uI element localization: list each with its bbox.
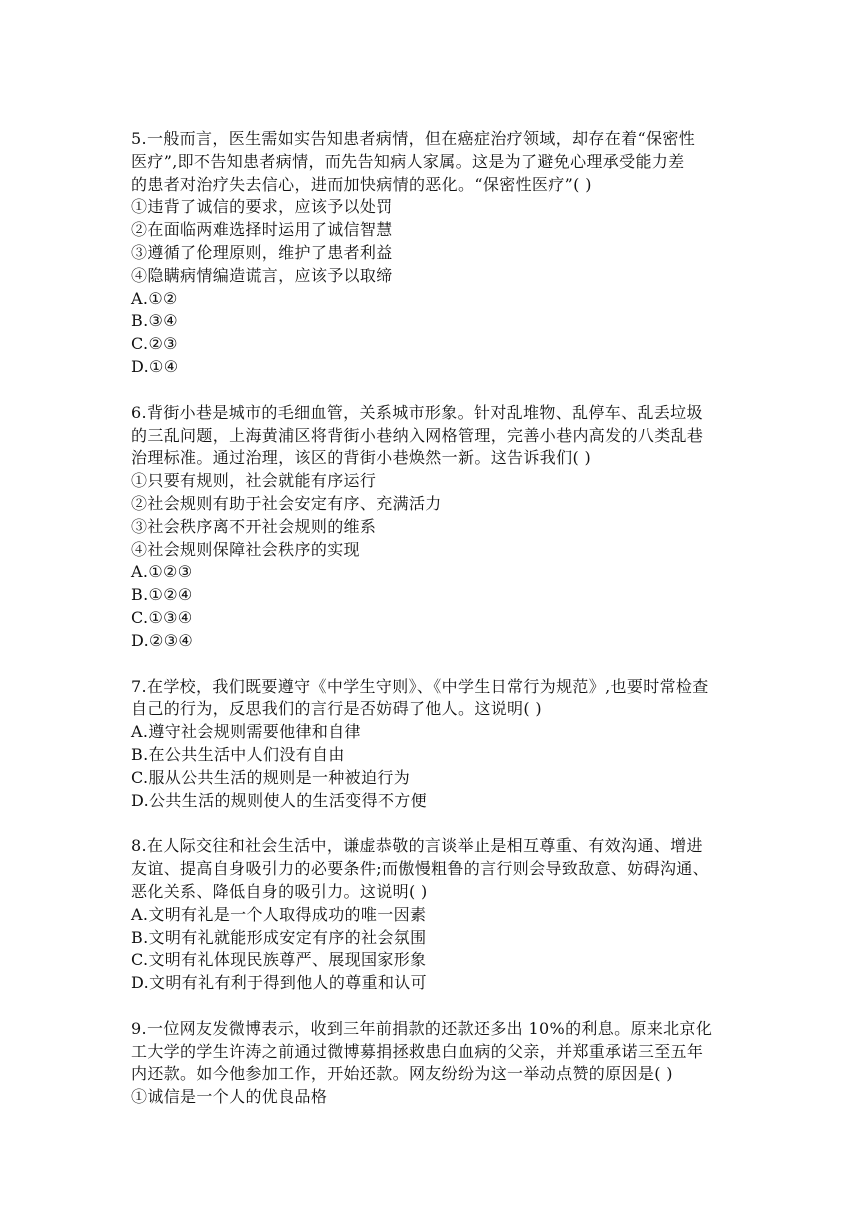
answer-option: B.文明有礼就能形成安定有序的社会氛围 bbox=[131, 927, 427, 947]
question-stem-line: 7.在学校，我们既要遵守《中学生守则》、《中学生日常行为规范》,也要时常检查 bbox=[131, 676, 709, 696]
answer-option: D.①④ bbox=[131, 356, 179, 376]
statement-item: ③遵循了伦理原则，维护了患者利益 bbox=[131, 242, 393, 262]
question-stem-line: 的三乱问题，上海黄浦区将背街小巷纳入网格管理，完善小巷内高发的八类乱巷 bbox=[131, 425, 704, 445]
question-8 bbox=[131, 835, 741, 995]
question-stem-line: 的患者对治疗失去信心，进而加快病情的恶化。“保密性医疗”( ) bbox=[131, 174, 592, 194]
question-list bbox=[131, 128, 741, 1132]
statement-item: ①违背了诚信的要求，应该予以处罚 bbox=[131, 197, 393, 217]
question-stem-line: 9.一位网友发微博表示，收到三年前捐款的还款还多出 10%的利息。原来北京化 bbox=[131, 1018, 713, 1038]
statement-item: ②在面临两难选择时运用了诚信智慧 bbox=[131, 220, 393, 240]
question-stem-line: 6.背街小巷是城市的毛细血管，关系城市形象。针对乱堆物、乱停车、乱丢垃圾 bbox=[131, 402, 703, 422]
answer-option: B.③④ bbox=[131, 311, 178, 331]
question-stem-line: 工大学的学生许涛之前通过微博募捐拯救患白血病的父亲，并郑重承诺三至五年 bbox=[131, 1041, 704, 1061]
question-stem-line: 医疗”,即不告知患者病情，而先告知病人家属。这是为了避免心理承受能力差 bbox=[131, 151, 685, 171]
answer-option: A.文明有礼是一个人取得成功的唯一因素 bbox=[131, 904, 427, 924]
question-stem-line: 治理标准。通过治理，该区的背街小巷焕然一新。这告诉我们( ) bbox=[131, 448, 592, 468]
question-stem-line: 8.在人际交往和社会生活中，谦虚恭敬的言谈举止是相互尊重、有效沟通、增进 bbox=[131, 836, 703, 856]
statement-item: ②社会规则有助于社会安定有序、充满活力 bbox=[131, 493, 442, 513]
answer-option: D.文明有礼有利于得到他人的尊重和认可 bbox=[131, 973, 427, 993]
statement-item: ④隐瞒病情编造谎言，应该予以取缔 bbox=[131, 265, 393, 285]
answer-option: C.①③④ bbox=[131, 607, 193, 627]
answer-option: C.文明有礼体现民族尊严、展现国家形象 bbox=[131, 950, 427, 970]
question-stem-line: 5.一般而言，医生需如实告知患者病情，但在癌症治疗领域，却存在着“保密性 bbox=[131, 129, 696, 148]
question-7 bbox=[131, 676, 741, 813]
question-5 bbox=[131, 128, 741, 379]
answer-option: D.②③④ bbox=[131, 630, 194, 650]
answer-option: B.在公共生活中人们没有自由 bbox=[131, 744, 345, 764]
answer-option: C.服从公共生活的规则是一种被迫行为 bbox=[131, 767, 411, 787]
answer-option: A.①②③ bbox=[131, 562, 193, 582]
answer-option: B.①②④ bbox=[131, 585, 193, 605]
statement-item: ④社会规则保障社会秩序的实现 bbox=[131, 539, 360, 559]
question-6 bbox=[131, 402, 741, 653]
answer-option: A.①② bbox=[131, 288, 178, 308]
question-stem-line: 恶化关系、降低自身的吸引力。这说明( ) bbox=[131, 881, 428, 901]
question-stem-line: 自己的行为，反思我们的言行是否妨碍了他人。这说明( ) bbox=[131, 699, 543, 719]
question-9 bbox=[131, 1018, 741, 1109]
question-stem-line: 友谊、提高自身吸引力的必要条件;而傲慢粗鲁的言行则会导致敌意、妨碍沟通、 bbox=[131, 859, 709, 879]
question-stem-line: 内还款。如今他参加工作，开始还款。网友纷纷为这一举动点赞的原因是( ) bbox=[131, 1064, 673, 1084]
answer-option: D.公共生活的规则使人的生活变得不方便 bbox=[131, 790, 427, 810]
answer-option: A.遵守社会规则需要他律和自律 bbox=[131, 722, 361, 742]
answer-option: C.②③ bbox=[131, 334, 178, 354]
statement-item: ①只要有规则，社会就能有序运行 bbox=[131, 471, 377, 491]
statement-item: ③社会秩序离不开社会规则的维系 bbox=[131, 516, 377, 536]
statement-item: ①诚信是一个人的优良品格 bbox=[131, 1087, 328, 1107]
